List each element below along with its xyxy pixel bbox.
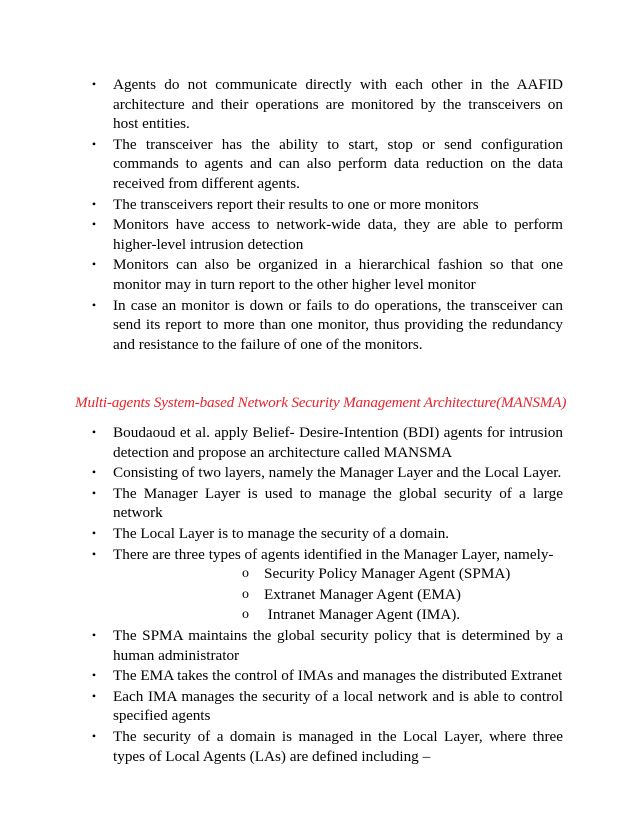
bullet-icon: • (91, 257, 97, 272)
hollow-bullet-icon: o (242, 586, 249, 602)
list-item-text: The security of a domain is managed in the Local Layer, where three types of Local Agents (LAs) are defined including – (113, 727, 563, 765)
list-item (0, 687, 638, 726)
bullet-icon: • (91, 627, 97, 642)
list-item-text: Monitors have access to network-wide data, they are able to perform higher-level intrusion detection (113, 216, 563, 253)
bullet-icon: • (91, 196, 97, 211)
bullet-icon: • (91, 728, 97, 743)
list-item (0, 626, 638, 665)
list-item (0, 484, 638, 523)
bullet-icon: • (91, 136, 97, 151)
sub-list-item (113, 585, 563, 605)
mansma-bullet-list (0, 423, 638, 766)
bullet-icon: • (91, 546, 97, 561)
bullet-icon: • (91, 425, 97, 439)
list-item-text: The Local Layer is to manage the security of a domain. (113, 524, 450, 542)
list-item (0, 255, 638, 294)
list-item (0, 666, 638, 686)
list-item-text: Agents do not communicate directly with each other in the AAFID architecture and their operations are monitored by the transceivers on host entities. (113, 76, 563, 133)
list-item-text: Boudaoud et al. apply Belief- Desire-Intention (BDI) agents for intrusion detection and propose an architecture called MANSMA (113, 424, 563, 461)
bullet-icon: • (91, 485, 97, 500)
sub-list-item (113, 564, 563, 584)
list-item (0, 727, 638, 766)
list-item (0, 296, 638, 355)
sub-list-item-text: Intranet Manager Agent (IMA). (264, 606, 461, 624)
list-item-text: In case an monitor is down or fails to do operations, the transceiver can send its report to more than one monitor, thus providing the redundancy and resistance to the failure of one of the monitors. (113, 296, 563, 353)
aafid-bullet-list (0, 75, 638, 354)
agent-types-sub-list (113, 564, 563, 625)
sub-list-item-text: Security Policy Manager Agent (SPMA) (264, 565, 511, 583)
list-item (0, 75, 638, 134)
list-item (0, 545, 638, 625)
bullet-icon: • (91, 688, 97, 703)
list-item-text: The transceiver has the ability to start, stop or send configuration commands to agents and can also perform data reduction on the data received from different agents. (113, 135, 563, 192)
list-item-text: There are three types of agents identified in the Manager Layer, namely- (113, 545, 554, 563)
bullet-icon: • (91, 217, 97, 232)
hollow-bullet-icon: o (242, 607, 249, 623)
list-item (0, 524, 638, 544)
bullet-icon: • (91, 297, 97, 312)
list-item-text: The EMA takes the control of IMAs and manages the distributed Extranet (113, 667, 563, 685)
list-item-text: Monitors can also be organized in a hierarchical fashion so that one monitor may in turn report to the other higher level monitor (113, 256, 563, 293)
section-heading: Multi-agents System-based Network Security Management Architecture(MANSMA) (75, 394, 567, 411)
list-item (0, 215, 638, 254)
bullet-icon: • (91, 77, 97, 91)
list-item-text: The Manager Layer is used to manage the global security of a large network (113, 484, 563, 522)
bullet-icon: • (91, 668, 97, 683)
list-item (0, 135, 638, 194)
list-item (0, 463, 638, 483)
list-item (0, 423, 638, 462)
list-item-text: The transceivers report their results to one or more monitors (113, 195, 479, 213)
bullet-icon: • (91, 465, 97, 480)
hollow-bullet-icon: o (242, 566, 249, 582)
list-item-text: The SPMA maintains the global security policy that is determined by a human administrator (113, 626, 563, 664)
bullet-icon: • (91, 525, 97, 540)
sub-list-item (113, 605, 563, 625)
list-item-text: Each IMA manages the security of a local network and is able to control specified agents (113, 687, 563, 725)
sub-list-item-text: Extranet Manager Agent (EMA) (264, 585, 461, 603)
list-item-text: Consisting of two layers, namely the Manager Layer and the Local Layer. (113, 464, 562, 482)
list-item (0, 195, 638, 215)
